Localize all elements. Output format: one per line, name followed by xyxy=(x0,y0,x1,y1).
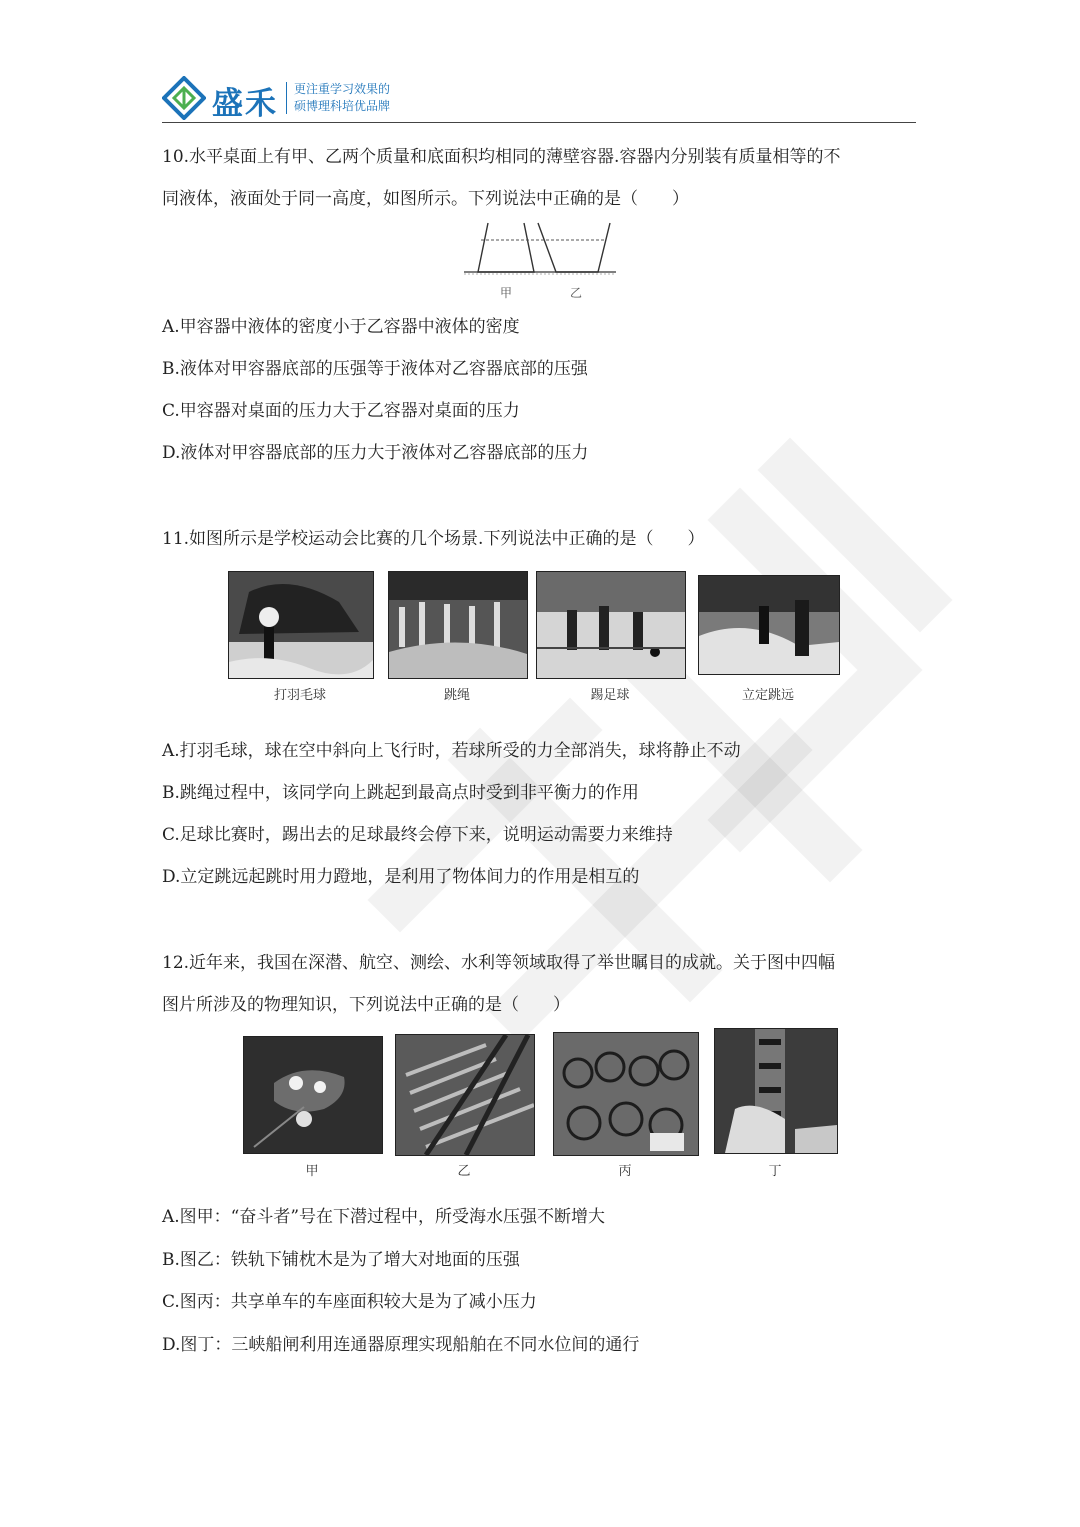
q12-photo-shared-bicycles xyxy=(553,1032,699,1156)
q11-photo-badminton xyxy=(228,571,374,679)
page-header xyxy=(162,76,916,123)
q12-option-a: A.图甲：“奋斗者”号在下潜过程中，所受海水压强不断增大 xyxy=(162,1207,606,1227)
q10-label-yi: 乙 xyxy=(570,286,583,300)
q10-option-b: B.液体对甲容器底部的压强等于液体对乙容器底部的压强 xyxy=(162,359,588,379)
q12-option-b: B.图乙：铁轨下铺枕木是为了增大对地面的压强 xyxy=(162,1250,520,1270)
q12-photo-submersible xyxy=(243,1036,383,1154)
q11-caption-football: 踢足球 xyxy=(590,688,630,703)
q11-option-b: B.跳绳过程中，该同学向上跳起到最高点时受到非平衡力的作用 xyxy=(162,783,639,803)
q12-caption-jia: 甲 xyxy=(305,1164,319,1179)
q12-stem-line-1: 12.近年来，我国在深潜、航空、测绘、水利等领域取得了举世瞩目的成就。关于图中四幅 xyxy=(162,953,836,973)
logo-divider xyxy=(286,82,287,114)
brand-name: 盛禾 xyxy=(212,86,278,122)
q12-caption-yi: 乙 xyxy=(457,1164,471,1179)
q11-photo-standing-long-jump xyxy=(698,575,840,675)
q11-photo-football xyxy=(536,571,686,679)
q12-caption-ding: 丁 xyxy=(768,1164,782,1179)
q11-option-c: C.足球比赛时，踢出去的足球最终会停下来，说明运动需要力来维持 xyxy=(162,825,673,845)
q12-option-d: D.图丁：三峡船闸利用连通器原理实现船舶在不同水位间的通行 xyxy=(162,1335,640,1355)
q11-caption-jump-rope: 跳绳 xyxy=(443,688,470,703)
q10-stem-line-1: 10.水平桌面上有甲、乙两个质量和底面积均相同的薄壁容器.容器内分别装有质量相等的不 xyxy=(162,147,841,167)
slogan-line-1: 更注重学习效果的 xyxy=(294,82,391,96)
q11-stem: 11.如图所示是学校运动会比赛的几个场景.下列说法中正确的是（ ） xyxy=(162,529,705,549)
q12-photo-three-gorges-locks xyxy=(714,1028,838,1154)
brand-slogan xyxy=(294,81,390,115)
brand-logo-icon xyxy=(162,76,206,120)
slogan-line-2: 硕博理科培优品牌 xyxy=(294,99,391,113)
q10-option-a: A.甲容器中液体的密度小于乙容器中液体的密度 xyxy=(162,317,520,337)
q11-option-a: A.打羽毛球，球在空中斜向上飞行时，若球所受的力全部消失，球将静止不动 xyxy=(162,741,741,761)
q12-stem-line-2: 图片所涉及的物理知识，下列说法中正确的是（ ） xyxy=(162,995,570,1015)
q10-container-figure xyxy=(462,218,618,278)
q10-option-d: D.液体对甲容器底部的压力大于液体对乙容器底部的压力 xyxy=(162,443,589,463)
q10-label-jia: 甲 xyxy=(500,286,513,300)
q11-caption-badminton: 打羽毛球 xyxy=(273,688,326,703)
q12-caption-bing: 丙 xyxy=(618,1164,632,1179)
q10-stem-line-2: 同液体，液面处于同一高度，如图所示。下列说法中正确的是（ ） xyxy=(162,189,689,209)
q11-caption-long-jump: 立定跳远 xyxy=(741,688,794,703)
q10-option-c: C.甲容器对桌面的压力大于乙容器对桌面的压力 xyxy=(162,401,520,421)
q12-photo-railway xyxy=(395,1034,535,1156)
q11-photo-jump-rope xyxy=(388,571,528,679)
q12-option-c: C.图丙：共享单车的车座面积较大是为了减小压力 xyxy=(162,1292,537,1312)
q11-option-d: D.立定跳远起跳时用力蹬地，是利用了物体间力的作用是相互的 xyxy=(162,867,640,887)
